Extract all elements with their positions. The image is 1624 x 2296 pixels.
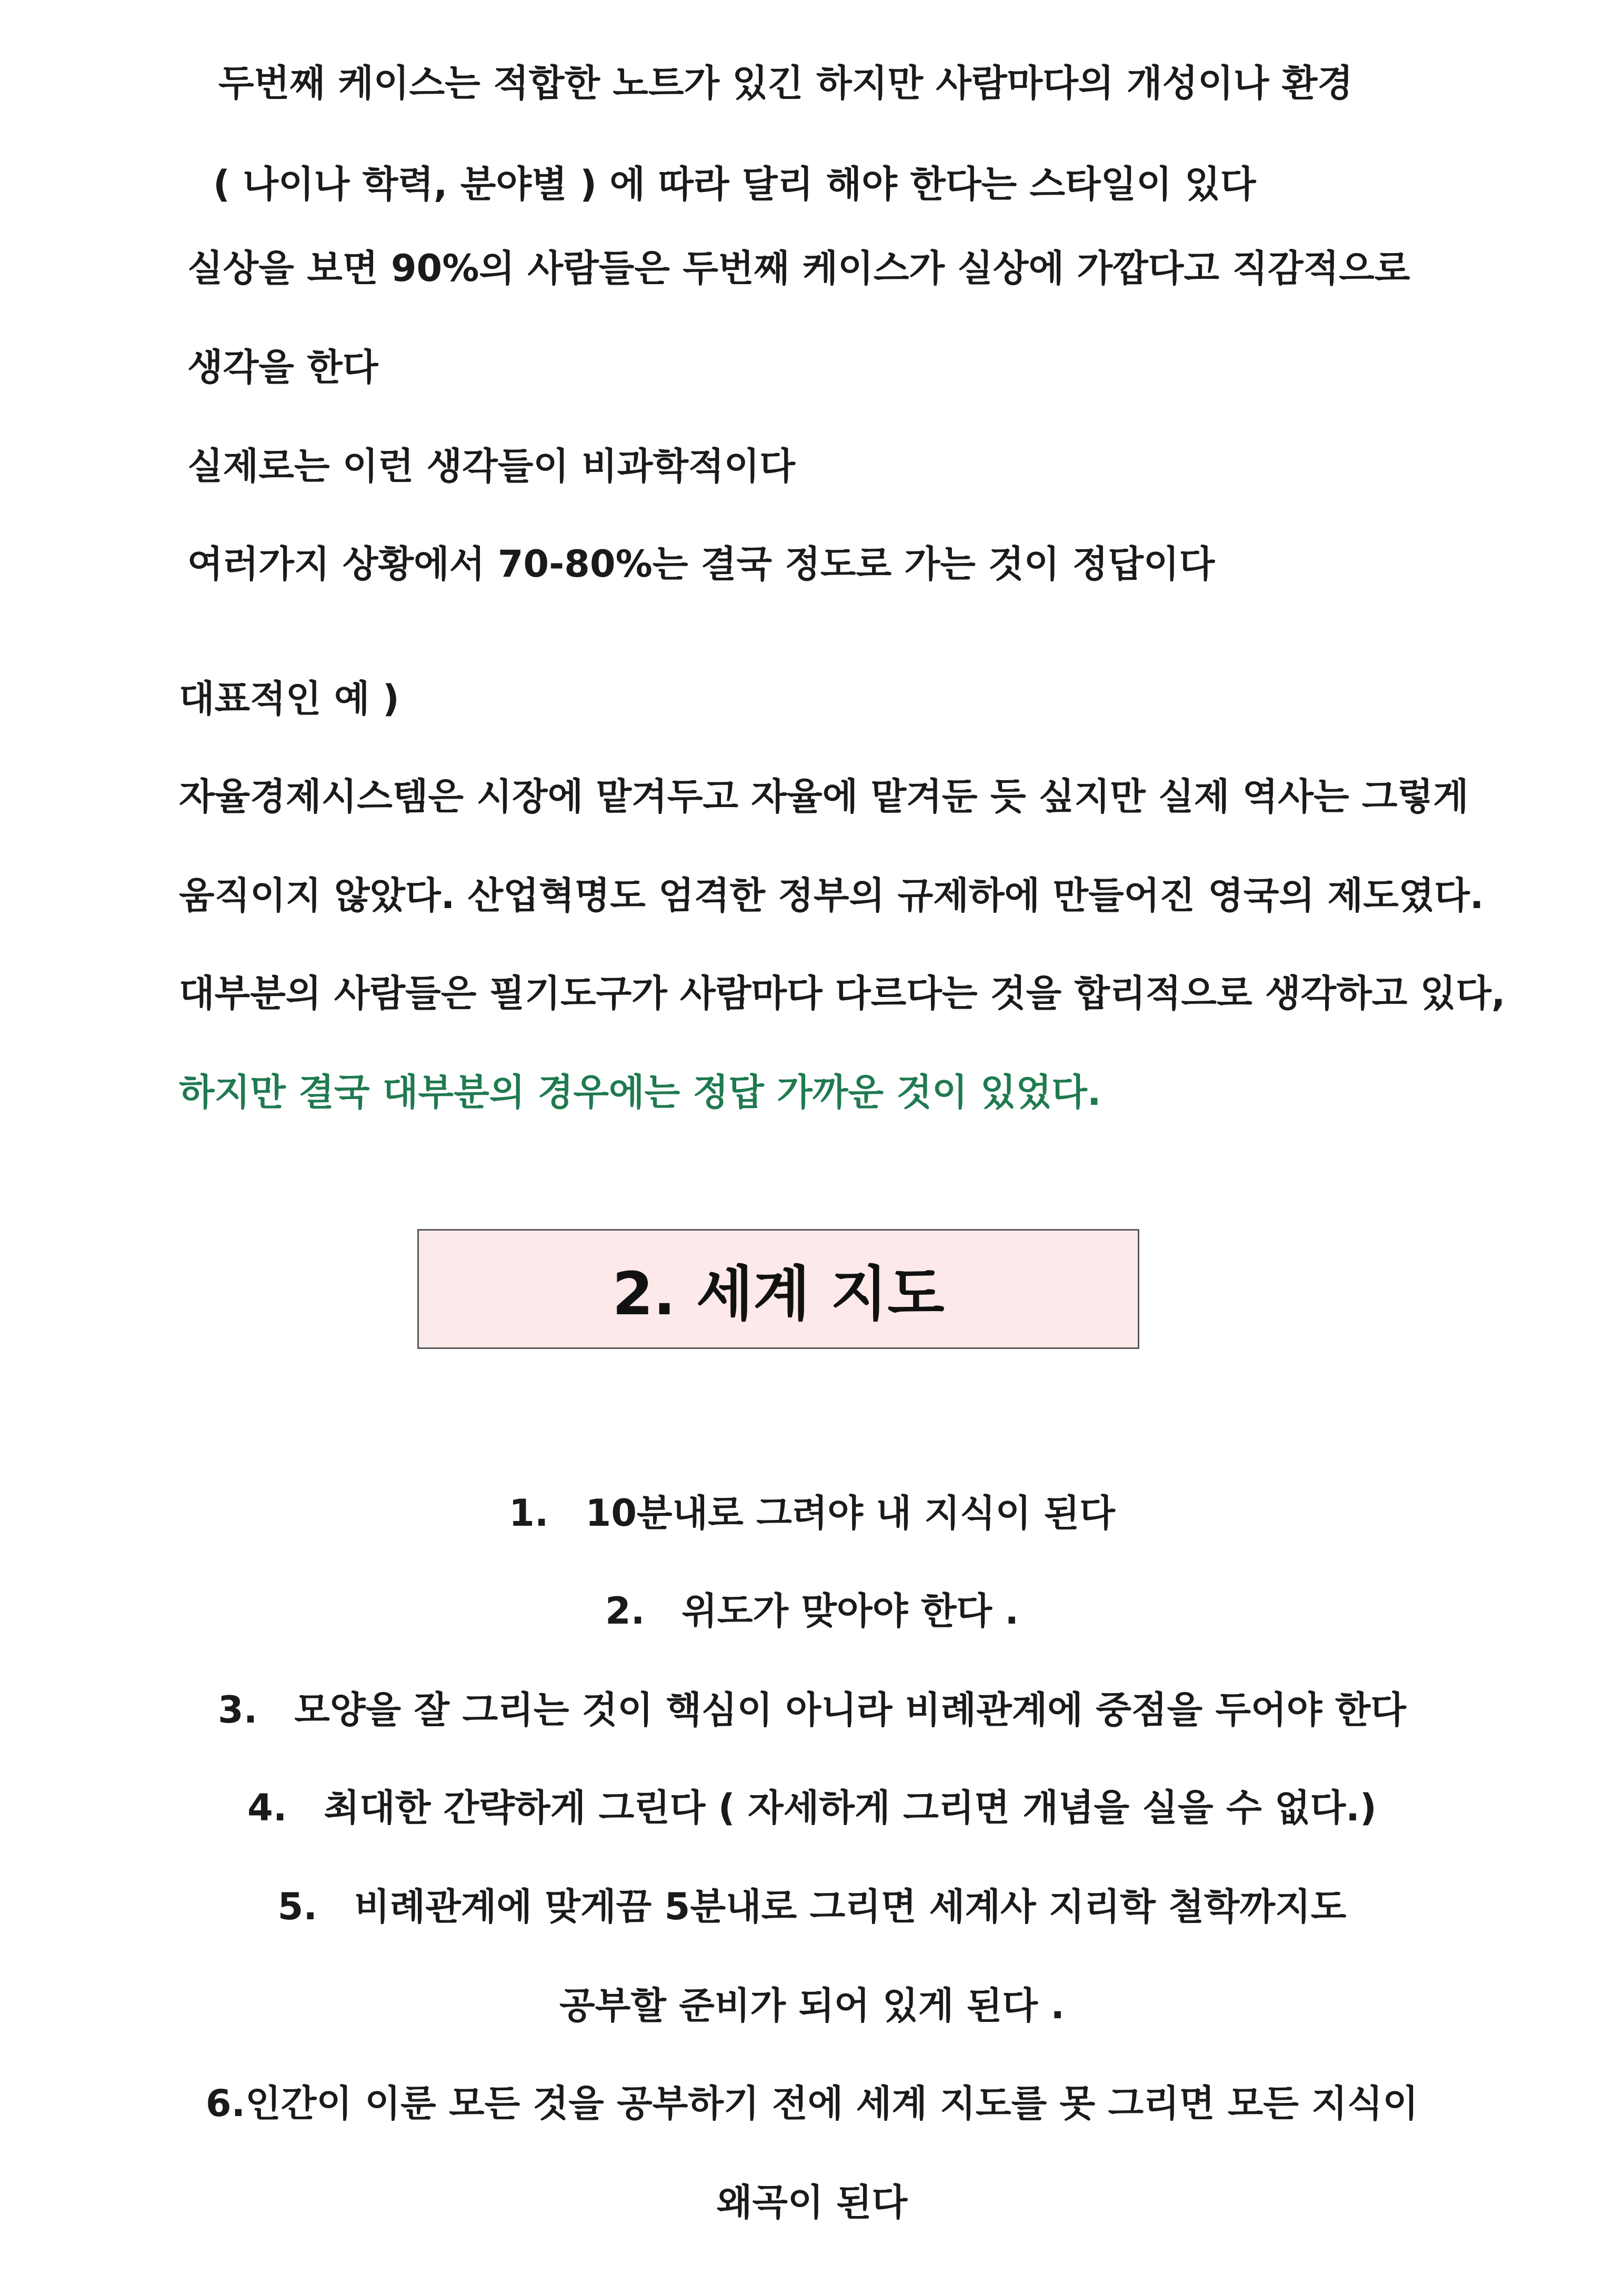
list-item-text: 모양을 잘 그리는 것이 핵심이 아니라 비례관계에 중점을 두어야 한다 bbox=[294, 1688, 1406, 1731]
intro-line-5: 실제로는 이런 생각들이 비과학적이다 bbox=[187, 445, 796, 488]
example-highlight: 하지만 결국 대부분의 경우에는 정답 가까운 것이 있었다. bbox=[179, 1071, 1101, 1114]
list-item-text: 위도가 맞아야 한다 . bbox=[681, 1589, 1019, 1633]
example-heading: 대표적인 예 ) bbox=[179, 677, 399, 720]
list-item-6-line-1: 6.인간이 이룬 모든 것을 공부하기 전에 세계 지도를 못 그리면 모든 지식이 bbox=[205, 2082, 1419, 2125]
list-item-number: 1. bbox=[509, 1492, 549, 1535]
list-item-text: 비례관계에 맞게끔 5분내로 그리면 세계사 지리학 철학까지도 bbox=[354, 1885, 1347, 1928]
section-title: 2. 세계 지도 bbox=[612, 1260, 945, 1328]
list-item-5-continuation: 공부할 준비가 되어 있게 된다 . bbox=[559, 1984, 1065, 2027]
list-item-1 bbox=[0, 1491, 1624, 1535]
list-item-number: 5. bbox=[277, 1885, 317, 1928]
list-item-5 bbox=[0, 1885, 1624, 1929]
list-item-4 bbox=[0, 1786, 1624, 1830]
list-item-number: 2. bbox=[605, 1589, 645, 1633]
intro-line-3: 실상을 보면 90%의 사람들은 두번째 케이스가 실상에 가깝다고 직감적으로 bbox=[187, 247, 1410, 290]
list-item-3 bbox=[0, 1688, 1624, 1732]
example-line-1: 자율경제시스템은 시장에 맡겨두고 자율에 맡겨둔 듯 싶지만 실제 역사는 그렇게 bbox=[179, 775, 1469, 818]
list-item-text: 10분내로 그려야 내 지식이 된다 bbox=[585, 1492, 1115, 1535]
example-line-2: 움직이지 않았다. 산업혁명도 엄격한 정부의 규제하에 만들어진 영국의 제도였다. bbox=[179, 874, 1484, 917]
list-item-text: 최대한 간략하게 그린다 ( 자세하게 그리면 개념을 실을 수 없다.) bbox=[324, 1786, 1377, 1829]
intro-line-4: 생각을 한다 bbox=[187, 346, 378, 389]
intro-line-6: 여러가지 상황에서 70-80%는 결국 정도로 가는 것이 정답이다 bbox=[187, 542, 1215, 586]
intro-line-1: 두번째 케이스는 적합한 노트가 있긴 하지만 사람마다의 개성이나 환경 bbox=[218, 62, 1353, 105]
list-item-number: 3. bbox=[217, 1688, 258, 1731]
list-item-2 bbox=[0, 1589, 1624, 1633]
list-item-6-line-2: 왜곡이 된다 bbox=[716, 2181, 908, 2224]
list-item-number: 4. bbox=[247, 1786, 287, 1829]
example-line-3: 대부분의 사람들은 필기도구가 사람마다 다르다는 것을 합리적으로 생각하고 있다, bbox=[179, 972, 1506, 1015]
section-title-box bbox=[417, 1229, 1139, 1349]
intro-line-2: ( 나이나 학력, 분야별 ) 에 따라 달리 해야 한다는 스타일이 있다 bbox=[213, 163, 1256, 206]
